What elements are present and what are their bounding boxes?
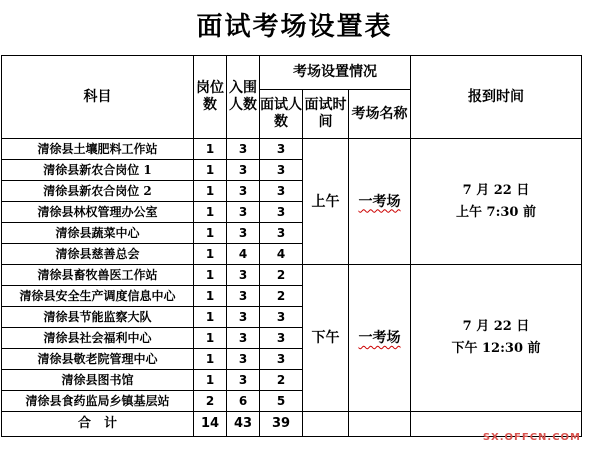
cell-shortlisted: 3: [227, 307, 260, 328]
cell-interviewees: 3: [260, 307, 303, 328]
header-posts: 岗位数: [194, 56, 227, 139]
report-time-afternoon: 下午 12:30 前: [451, 341, 541, 356]
cell-unit: 清徐县敬老院管理中心: [2, 349, 194, 370]
cell-shortlisted: 3: [227, 328, 260, 349]
cell-room-afternoon: [349, 265, 411, 412]
cell-interviewees: 3: [260, 139, 303, 160]
cell-posts: 1: [194, 244, 227, 265]
header-shortlisted: 入围人数: [227, 56, 260, 139]
cell-unit: 清徐县安全生产调度信息中心: [2, 286, 194, 307]
cell-interviewees: 3: [260, 181, 303, 202]
cell-unit: 清徐县社会福利中心: [2, 328, 194, 349]
report-date-morning: 7 月 22 日: [462, 182, 530, 198]
cell-shortlisted: 3: [227, 286, 260, 307]
cell-shortlisted: 4: [227, 244, 260, 265]
header-report-time: 报到时间: [411, 56, 582, 139]
total-interviewees: 39: [260, 412, 303, 437]
cell-room-morning: [349, 139, 411, 265]
cell-shortlisted: 3: [227, 265, 260, 286]
cell-unit: 清徐县慈善总会: [2, 244, 194, 265]
cell-unit: 清徐县新农合岗位 1: [2, 160, 194, 181]
cell-unit: 清徐县图书馆: [2, 370, 194, 391]
total-shortlisted: 43: [227, 412, 260, 437]
cell-unit: 清徐县节能监察大队: [2, 307, 194, 328]
cell-interviewees: 2: [260, 370, 303, 391]
cell-session-morning: 上午: [303, 139, 349, 265]
cell-posts: 1: [194, 160, 227, 181]
cell-report-afternoon: [411, 265, 582, 412]
cell-interviewees: 3: [260, 349, 303, 370]
header-interviewees: 面试人数: [260, 90, 303, 139]
cell-unit: 清徐县畜牧兽医工作站: [2, 265, 194, 286]
exam-room-table: [1, 55, 582, 437]
cell-interviewees: 5: [260, 391, 303, 412]
page-title: 面试考场设置表: [196, 12, 393, 42]
total-posts: 14: [194, 412, 227, 437]
cell-shortlisted: 3: [227, 160, 260, 181]
cell-session-afternoon: 下午: [303, 265, 349, 412]
cell-interviewees: 2: [260, 265, 303, 286]
header-setup-group: 考场设置情况: [260, 56, 411, 90]
cell-posts: 1: [194, 349, 227, 370]
cell-report-morning: [411, 139, 582, 265]
cell-interviewees: 3: [260, 328, 303, 349]
cell-unit: 清徐县林权管理办公室: [2, 202, 194, 223]
cell-posts: 2: [194, 391, 227, 412]
cell-posts: 1: [194, 181, 227, 202]
cell-shortlisted: 3: [227, 202, 260, 223]
cell-posts: 1: [194, 286, 227, 307]
cell-unit: 清徐县蔬菜中心: [2, 223, 194, 244]
room-name-morning: 一考场: [358, 193, 401, 210]
cell-shortlisted: 3: [227, 181, 260, 202]
cell-posts: 1: [194, 139, 227, 160]
cell-unit: 清徐县土壤肥料工作站: [2, 139, 194, 160]
total-empty-room: [349, 412, 411, 437]
table-row: [2, 139, 582, 160]
cell-interviewees: 3: [260, 223, 303, 244]
header-interview-time: 面试时间: [303, 90, 349, 139]
cell-posts: 1: [194, 328, 227, 349]
cell-shortlisted: 3: [227, 370, 260, 391]
cell-unit: 清徐县食药监局乡镇基层站: [2, 391, 194, 412]
cell-interviewees: 3: [260, 202, 303, 223]
header-subject: 科目: [2, 56, 194, 139]
room-name-afternoon: 一考场: [358, 330, 401, 346]
cell-shortlisted: 6: [227, 391, 260, 412]
total-empty-session: [303, 412, 349, 437]
total-label: 合 计: [2, 412, 194, 437]
header-room-name: 考场名称: [349, 90, 411, 139]
cell-interviewees: 2: [260, 286, 303, 307]
table-row: [2, 265, 582, 286]
report-time-morning: 上午 7:30 前: [456, 204, 537, 220]
cell-shortlisted: 3: [227, 223, 260, 244]
cell-posts: 1: [194, 307, 227, 328]
watermark: SX.OFFCN.COM: [482, 432, 581, 443]
cell-shortlisted: 3: [227, 349, 260, 370]
cell-posts: 1: [194, 202, 227, 223]
cell-posts: 1: [194, 370, 227, 391]
cell-unit: 清徐县新农合岗位 2: [2, 181, 194, 202]
cell-shortlisted: 3: [227, 139, 260, 160]
cell-posts: 1: [194, 265, 227, 286]
cell-interviewees: 4: [260, 244, 303, 265]
cell-posts: 1: [194, 223, 227, 244]
report-date-afternoon: 7 月 22 日: [462, 319, 530, 334]
cell-interviewees: 3: [260, 160, 303, 181]
